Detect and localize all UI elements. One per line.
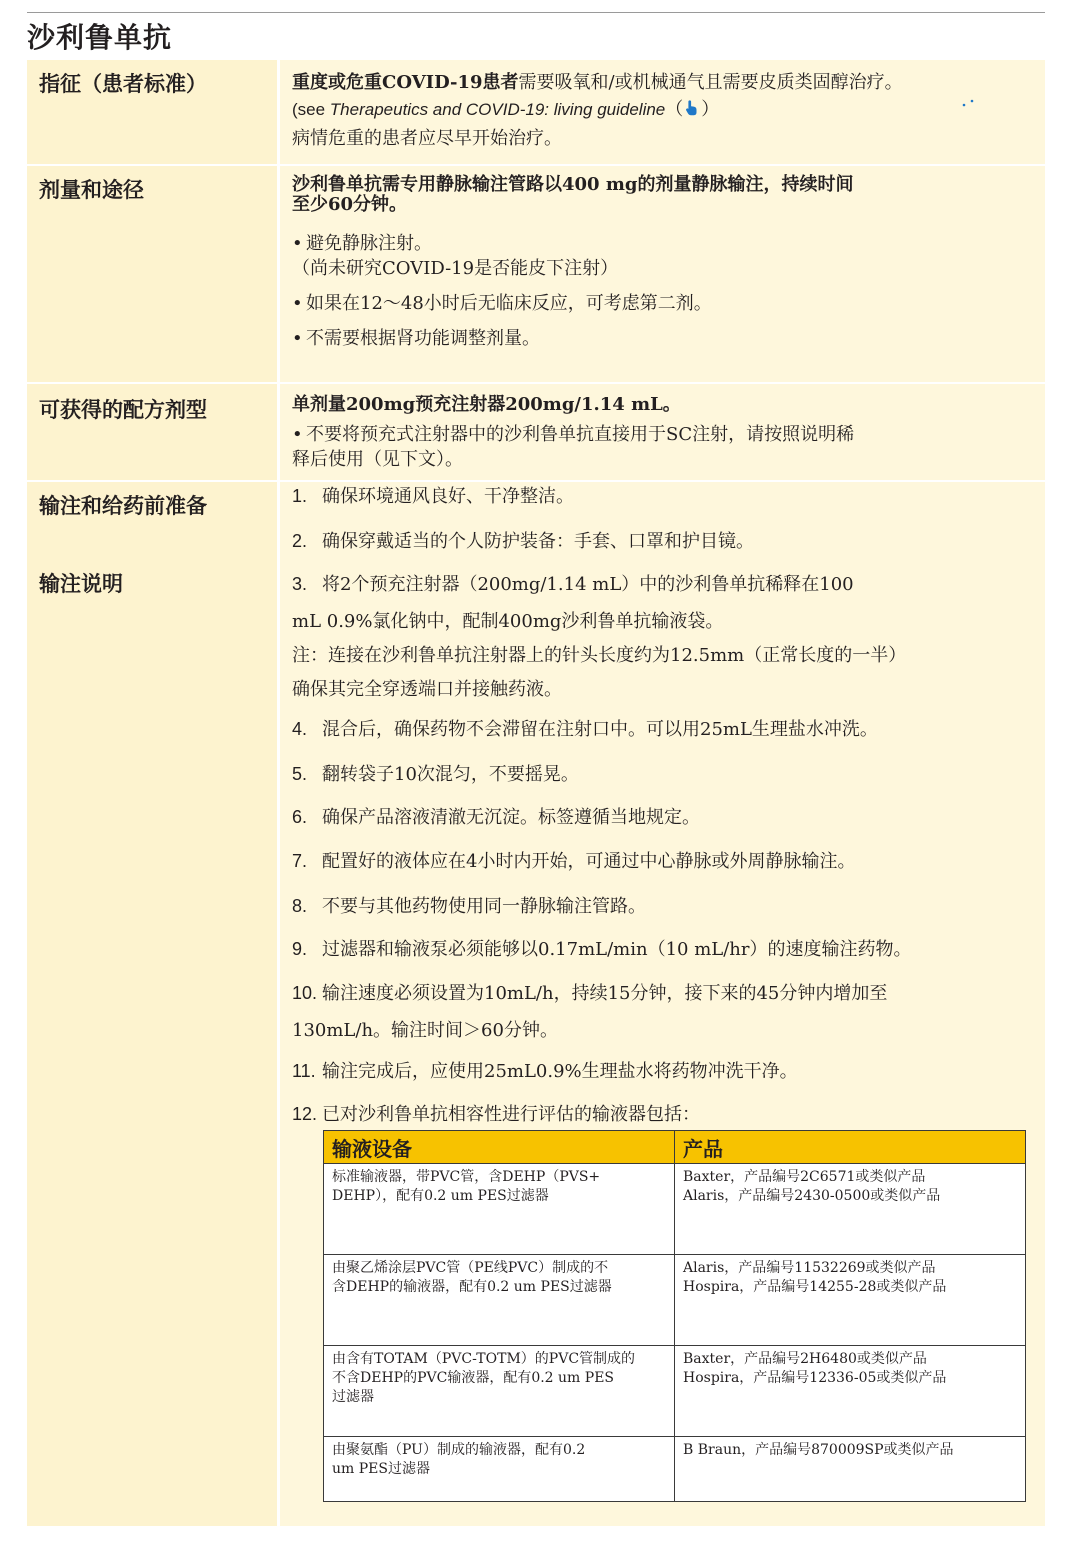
table-row: 标准输液器，带PVC管，含DEHP（PVS+ DEHP），配有0.2 um PES过滤器 Baxter，产品编号2C6571或类似产品 Alaris，产品编号2430-0500或类似产品 [324,1164,1026,1255]
step-3: 3. 将2个预充注射器（200mg/1.14 mL）中的沙利鲁单抗稀释在100 [292,574,854,595]
step-2: 2. 确保穿戴适当的个人防护装备：手套、口罩和护目镜。 [292,531,754,552]
table-header-row [324,1131,1026,1164]
dose-bullet-2: • 如果在12～48小时后无临床反应，可考虑第二剂。 [292,293,712,314]
table-row: 由聚乙烯涂层PVC管（PE线PVC）制成的不 含DEHP的输液器，配有0.2 um PES过滤器 Alaris，产品编号11532269或类似产品 Hospira，产品编号14255-28或类似产品 [324,1255,1026,1346]
step-6: 6. 确保产品溶液清澈无沉淀。标签遵循当地规定。 [292,807,700,828]
table-header-product: 产品 [675,1131,1026,1164]
section-formulation [27,384,1045,480]
step-3-cont: mL 0.9%氯化钠中，配制400mg沙利鲁单抗输液袋。 [292,611,724,632]
dose-bullet-3: • 不需要根据肾功能调整剂量。 [292,328,540,349]
section-label: 指征（患者标准） [39,72,207,96]
step-3-note: 注：连接在沙利鲁单抗注射器上的针头长度约为12.5mm（正常长度的一半） [292,645,907,666]
guideline-reference: (see Therapeutics and COVID-19: living guideline（ ） [292,99,720,120]
dose-bullet-1-note: （尚未研究COVID-19是否能皮下注射） [292,258,619,279]
step-1: 1. 确保环境通风良好、干净整洁。 [292,486,574,507]
dose-bullet-1: • 避免静脉注射。 [292,233,432,254]
table-header-device: 输液设备 [324,1131,675,1164]
decorative-dots-icon [961,98,975,108]
table-row: 由聚氨酯（PU）制成的输液器，配有0.2 um PES过滤器 B Braun，产品编号870009SP或类似产品 [324,1437,1026,1502]
step-11: 11. 输注完成后，应使用25mL0.9%生理盐水将药物冲洗干净。 [292,1061,798,1082]
step-12: 12. 已对沙利鲁单抗相容性进行评估的输液器包括： [292,1104,700,1125]
infusion-set-table [323,1130,1026,1502]
page-title: 沙利鲁单抗 [27,21,173,54]
indication-line-3: 病情危重的患者应尽早开始治疗。 [292,128,562,149]
step-10: 10. 输注速度必须设置为10mL/h，持续15分钟，接下来的45分钟内增加至 [292,983,888,1004]
formulation-bullet-cont: 释后使用（见下文）。 [292,449,463,470]
step-4: 4. 混合后，确保药物不会滞留在注射口中。可以用25mL生理盐水冲洗。 [292,719,878,740]
dose-bold-line-2: 至少60分钟。 [292,194,408,215]
step-10-cont: 130mL/h。输注时间＞60分钟。 [292,1020,558,1041]
top-rule [27,12,1045,13]
section-indication [27,60,1045,164]
formulation-bold-line: 单剂量200mg预充注射器200mg/1.14 mL。 [292,394,681,415]
section-label-instructions: 输注说明 [39,572,123,596]
section-label-prep: 输注和给药前准备 [39,494,207,518]
step-7: 7. 配置好的液体应在4小时内开始，可通过中心静脉或外周静脉输注。 [292,851,856,872]
step-8: 8. 不要与其他药物使用同一静脉输注管路。 [292,896,646,917]
pointing-hand-icon[interactable] [683,99,701,117]
step-5: 5. 翻转袋子10次混匀，不要摇晃。 [292,764,579,785]
section-dose [27,166,1045,382]
step-9: 9. 过滤器和输液泵必须能够以0.17mL/min（10 mL/hr）的速度输注药物。 [292,939,912,960]
formulation-bullet: • 不要将预充式注射器中的沙利鲁单抗直接用于SC注射，请按照说明稀 [292,424,855,445]
indication-line-1: 重度或危重COVID-19患者需要吸氧和/或机械通气且需要皮质类固醇治疗。 [292,72,903,93]
section-label: 剂量和途径 [39,178,144,202]
section-label: 可获得的配方剂型 [39,398,207,422]
step-3-note-cont: 确保其完全穿透端口并接触药液。 [292,679,562,700]
dose-bold-line-1: 沙利鲁单抗需专用静脉输注管路以400 mg的剂量静脉输注，持续时间 [292,174,854,195]
guideline-link[interactable]: Therapeutics and COVID-19: living guideline [329,100,666,119]
table-row: 由含有TOTAM（PVC-TOTM）的PVC管制成的 不含DEHP的PVC输液器，配有0.2 um PES 过滤器 Baxter，产品编号2H6480或类似产品 Hospira，产品编号12336-05或类似产品 [324,1346,1026,1437]
